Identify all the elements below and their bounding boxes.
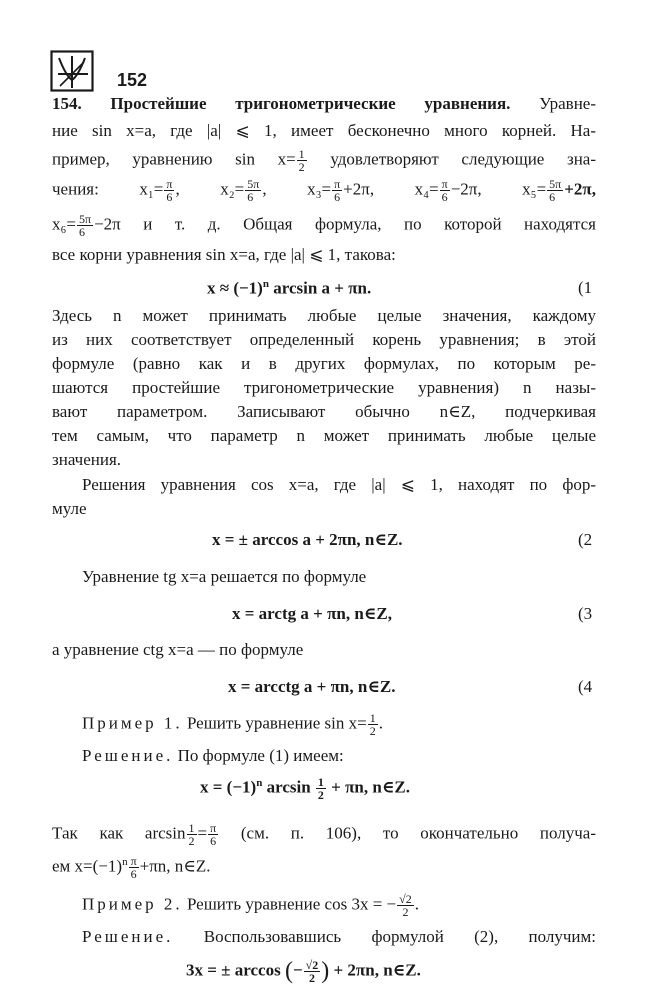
denominator: 6 bbox=[130, 867, 137, 881]
numerator: √2 bbox=[305, 958, 319, 972]
numerator: 1 bbox=[188, 821, 195, 835]
paragraph-line: формуле (равно как и в других формулах, по которым ре- bbox=[52, 354, 596, 373]
text: arcsin bbox=[262, 777, 315, 797]
formula-1 bbox=[207, 278, 371, 299]
text: + 2πn, n∈Z. bbox=[329, 960, 421, 980]
left-paren: ( bbox=[284, 958, 293, 984]
text: x ≈ (−1) bbox=[207, 278, 263, 298]
formula-5 bbox=[200, 776, 410, 801]
numerator: 5π bbox=[79, 212, 92, 226]
denominator: 6 bbox=[166, 190, 173, 204]
paragraph-line: муле bbox=[52, 499, 87, 518]
text-line bbox=[52, 178, 596, 203]
numerator: 5π bbox=[247, 177, 260, 191]
text-line bbox=[52, 213, 596, 238]
superscript: n bbox=[262, 278, 269, 290]
formula-2: x = ± arccos a + 2πn, n∈Z. bbox=[212, 530, 403, 549]
fraction bbox=[440, 178, 450, 203]
numerator: √2 bbox=[399, 892, 412, 906]
text-line bbox=[52, 148, 596, 173]
paragraph-line: а уравнение ctg x=a — по формуле bbox=[52, 640, 304, 659]
example-2 bbox=[82, 893, 419, 918]
paragraph-line bbox=[52, 822, 596, 847]
fraction bbox=[368, 712, 378, 737]
text-line: все корни уравнения sin x=a, где |a| ⩽ 1, такова: bbox=[52, 245, 396, 264]
numerator: π bbox=[130, 854, 137, 868]
solution-label: Решение. bbox=[82, 927, 174, 946]
equation-number: (3 bbox=[578, 604, 593, 623]
text: пример, уравнению sin x= bbox=[52, 149, 296, 169]
fraction bbox=[164, 178, 174, 203]
paragraph-line: тем самым, что параметр n может принимать любые целые bbox=[52, 426, 596, 445]
text: + πn, n∈Z. bbox=[326, 777, 410, 797]
formula-6 bbox=[186, 958, 421, 985]
text: , x₂= bbox=[175, 179, 245, 199]
text: +πn, n∈Z. bbox=[139, 856, 211, 876]
page-number: 152 bbox=[117, 70, 148, 90]
numerator: π bbox=[441, 177, 448, 191]
text: x = (−1) bbox=[200, 777, 257, 797]
text: = bbox=[197, 823, 208, 843]
denominator: 6 bbox=[334, 190, 341, 204]
text: +2π, x₄= bbox=[343, 179, 439, 199]
paragraph-line: шаются простейшие тригонометрические уравнения) n назы- bbox=[52, 378, 596, 397]
example-label: Пример 2. bbox=[82, 894, 183, 914]
superscript: n bbox=[256, 776, 263, 789]
numerator: π bbox=[334, 177, 341, 191]
fraction bbox=[129, 855, 139, 880]
text: 3x = ± arccos bbox=[186, 960, 281, 980]
text: Воспользовавшись формулой (2), получим: bbox=[203, 927, 596, 946]
fraction bbox=[397, 893, 414, 918]
denominator: 2 bbox=[402, 905, 409, 919]
right-paren: ) bbox=[321, 958, 330, 984]
fraction bbox=[547, 178, 563, 203]
superscript: n bbox=[122, 855, 128, 868]
solution-2 bbox=[82, 927, 596, 947]
paragraph-line: из них соответствует определенный корень уравнения; в этой bbox=[52, 330, 596, 349]
text: . bbox=[414, 894, 419, 914]
fraction bbox=[77, 213, 93, 238]
text: −2π и т. д. Общая формула, по которой находятся bbox=[94, 214, 596, 234]
fraction bbox=[297, 148, 307, 173]
formula-4: x = arcctg a + πn, n∈Z. bbox=[228, 677, 396, 696]
text: чения: x₁= bbox=[52, 179, 164, 199]
text: . bbox=[378, 713, 383, 733]
denominator: 6 bbox=[441, 190, 448, 204]
paragraph-line: Решения уравнения cos x=a, где |a| ⩽ 1, находят по фор- bbox=[82, 475, 596, 494]
section-heading: 154. Простейшие тригонометрические уравнения. bbox=[52, 94, 511, 113]
denominator: 2 bbox=[188, 834, 195, 848]
solution-label: Решение. bbox=[82, 746, 174, 765]
numerator: 1 bbox=[317, 775, 324, 789]
example-label: Пример 1. bbox=[82, 713, 183, 733]
denominator: 6 bbox=[549, 190, 556, 204]
fraction bbox=[245, 178, 261, 203]
fraction bbox=[208, 822, 218, 847]
paragraph-line: значения. bbox=[52, 450, 122, 469]
paragraph-line: вают параметром. Записывают обычно n∈Z, подчеркивая bbox=[52, 402, 596, 421]
paragraph-line: Уравнение tg x=a решается по формуле bbox=[82, 567, 367, 586]
text: − bbox=[292, 960, 303, 980]
text: Уравне- bbox=[539, 94, 596, 113]
example-1 bbox=[82, 712, 383, 737]
denominator: 2 bbox=[298, 160, 305, 174]
equation-number: (2 bbox=[578, 530, 593, 549]
text: −2π, x₅= bbox=[450, 179, 547, 199]
text: ем x=(−1) bbox=[52, 856, 123, 876]
fraction bbox=[332, 178, 342, 203]
section-heading-line bbox=[52, 94, 596, 114]
paragraph-line bbox=[52, 855, 211, 880]
text: +2π, bbox=[564, 179, 596, 199]
denominator: 6 bbox=[79, 225, 86, 239]
text: x₆= bbox=[52, 214, 77, 234]
formula-3: x = arctg a + πn, n∈Z, bbox=[232, 604, 392, 623]
denominator: 2 bbox=[308, 971, 315, 985]
numerator: 1 bbox=[369, 711, 376, 725]
equation-number: (1 bbox=[578, 278, 593, 297]
text: arcsin a + πn. bbox=[268, 278, 372, 298]
text: (см. п. 106), то окончательно получа- bbox=[240, 823, 597, 843]
graph-icon bbox=[50, 50, 94, 92]
text-line: ние sin x=a, где |a| ⩽ 1, имеет бесконечно много корней. На- bbox=[52, 121, 596, 140]
equation-number: (4 bbox=[578, 677, 593, 696]
text: По формуле (1) имеем: bbox=[177, 746, 344, 765]
text: Решить уравнение sin x= bbox=[186, 713, 367, 733]
numerator: π bbox=[166, 177, 173, 191]
denominator: 6 bbox=[210, 834, 217, 848]
text: удовлетворяют следующие зна- bbox=[330, 149, 596, 169]
denominator: 2 bbox=[317, 788, 324, 802]
text: Решить уравнение cos 3x = − bbox=[186, 894, 397, 914]
text: Так как arcsin bbox=[52, 823, 186, 843]
fraction bbox=[187, 822, 197, 847]
denominator: 6 bbox=[247, 190, 254, 204]
numerator: 1 bbox=[298, 147, 305, 161]
fraction bbox=[316, 776, 326, 801]
fraction bbox=[304, 959, 321, 984]
paragraph-line: Здесь n может принимать любые целые значения, каждому bbox=[52, 306, 596, 325]
denominator: 2 bbox=[369, 724, 376, 738]
numerator: 5π bbox=[549, 177, 562, 191]
solution-1 bbox=[82, 746, 344, 766]
numerator: π bbox=[210, 821, 217, 835]
text: , x₃= bbox=[262, 179, 332, 199]
